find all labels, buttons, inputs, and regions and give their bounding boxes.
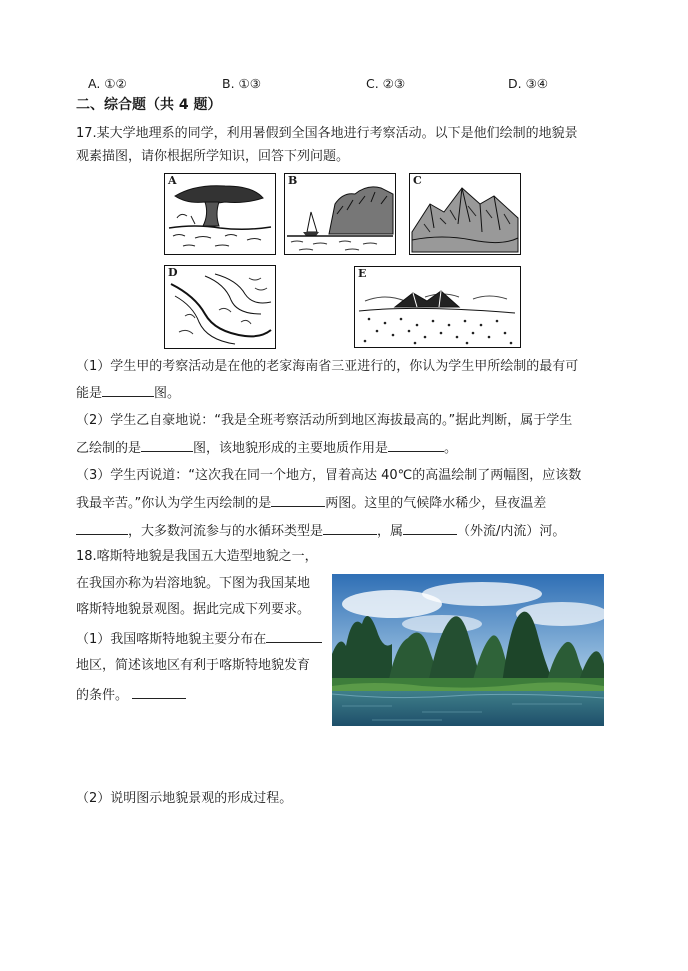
sketch-b: [284, 173, 396, 255]
q17-stem-line2: 观素描图，请你根据所学知识，回答下列问题。: [76, 149, 350, 164]
q17-p3-line3: [76, 520, 565, 542]
q17-p1-text-b: 图。: [154, 386, 181, 401]
mountain-sketch: [410, 174, 520, 254]
q18-p1-line1: [76, 628, 322, 650]
q17-p1-line2: [76, 382, 180, 404]
sand-dots: [364, 318, 513, 345]
q18-p1-line2: 地区，简述该地区有利于喀斯特地貌发育: [76, 658, 311, 673]
q17-stem-line1: 17.某大学地理系的同学，利用暑假到全国各地进行考察活动。以下是他们绘制的地貌景: [76, 126, 578, 141]
river-delta-sketch: [165, 266, 275, 348]
q18-stem-line2: 在我国亦称为岩溶地貌。下图为我国某地: [76, 576, 311, 591]
sketch-a-label: A: [168, 174, 177, 187]
q18-p2-line1: （2）说明图示地貌景观的形成过程。: [76, 791, 293, 806]
q17-p3-text-a: 我最辛苦。”你认为学生丙绘制的是: [76, 496, 272, 511]
q18-stem-line3: 喀斯特地貌景观图。据此完成下列要求。: [76, 602, 311, 617]
sketch-b-label: B: [288, 174, 298, 187]
q17-p1-line1: （1）学生甲的考察活动是在他的老家海南省三亚进行的，你认为学生甲所绘制的最有可: [76, 359, 579, 374]
q18-stem-line1: 18.喀斯特地貌是我国五大造型地貌之一，: [76, 549, 318, 564]
section-title: 二、综合题（共 4 题）: [76, 97, 222, 113]
q17-p2-line2: [76, 437, 457, 459]
karst-photo-illustration: [332, 574, 604, 726]
answer-blank-5[interactable]: [76, 520, 128, 535]
sketch-d-label: D: [168, 266, 178, 279]
option-a: A. ①②: [88, 76, 127, 91]
sketch-e: [354, 266, 521, 348]
karst-landscape-photo: [332, 574, 604, 726]
sketch-c: [409, 173, 521, 255]
desert-dune-sketch: [355, 267, 520, 347]
q17-p3-text-d: ，属: [377, 524, 404, 539]
sketch-d: [164, 265, 276, 349]
q17-p2-text-c: 。: [444, 441, 458, 456]
answer-blank-2[interactable]: [141, 437, 193, 452]
answer-blank-4[interactable]: [271, 492, 325, 507]
sketch-a: [164, 173, 276, 255]
q17-p3-line2: [76, 492, 546, 514]
q17-p1-text-a: 能是: [76, 386, 103, 401]
q17-p2-text-b: 图，该地貌形成的主要地质作用是: [193, 441, 389, 456]
answer-blank-8[interactable]: [266, 628, 322, 643]
q17-p3-text-e: （外流/内流）河。: [457, 524, 566, 539]
sketch-c-label: C: [413, 174, 422, 187]
q18-p1-text-b: 的条件。: [76, 688, 129, 703]
q17-p2-line1: （2）学生乙自豪地说：“我是全班考察活动所到地区海拔最高的。”据此判断，属于学生: [76, 413, 573, 428]
option-d: D. ③④: [508, 76, 548, 91]
q17-p3-text-c: ，大多数河流参与的水循环类型是: [128, 524, 324, 539]
q17-p2-text-a: 乙绘制的是: [76, 441, 142, 456]
q17-p3-text-b: 两图。这里的气候降水稀少，昼夜温差: [325, 496, 547, 511]
sketch-e-label: E: [358, 267, 367, 280]
answer-blank-7[interactable]: [403, 520, 457, 535]
answer-blank-1[interactable]: [102, 382, 154, 397]
q18-p1-line3: [76, 684, 186, 706]
answer-blank-9[interactable]: [132, 684, 186, 699]
answer-blank-6[interactable]: [323, 520, 377, 535]
q18-p1-text-a: （1）我国喀斯特地貌主要分布在: [76, 632, 267, 647]
mushroom-rock-sketch: [165, 174, 275, 254]
option-c: C. ②③: [366, 76, 406, 91]
answer-blank-3[interactable]: [388, 437, 444, 452]
q17-p3-line1: （3）学生丙说道：“这次我在同一个地方，冒着高达 40℃的高温绘制了两幅图，应该数: [76, 468, 582, 483]
coastal-cliff-sketch: [285, 174, 395, 254]
option-b: B. ①③: [222, 76, 261, 91]
